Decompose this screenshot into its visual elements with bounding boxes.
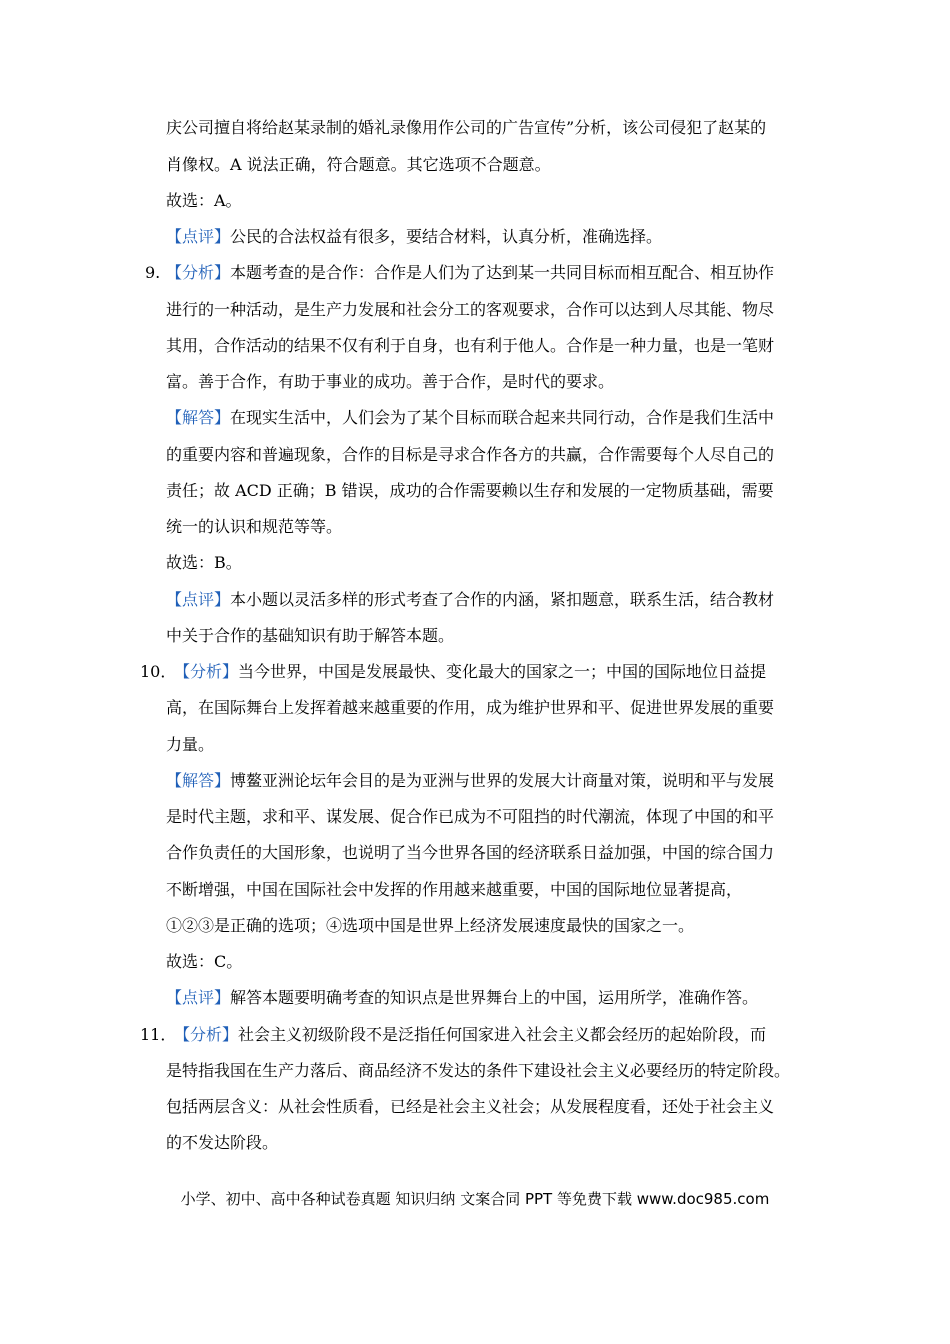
- q9-fenxi-2: 进行的一种活动，是生产力发展和社会分工的客观要求，合作可以达到人尽其能、物尽: [166, 300, 775, 319]
- page-footer: 小学、初中、高中各种试卷真题 知识归纳 文案合同 PPT 等免费下载 www.doc985.com: [180, 1190, 770, 1208]
- dianping-label: 【点评】: [166, 590, 231, 609]
- q11-fenxi-text: 社会主义初级阶段不是泛指任何国家进入社会主义都会经历的起始阶段，而: [238, 1025, 767, 1044]
- q10-jieda-1: [166, 770, 774, 792]
- q10-fenxi-2: 高，在国际舞台上发挥着越来越重要的作用，成为维护世界和平、促进世界发展的重要: [166, 698, 775, 717]
- q8-dianping: [166, 226, 662, 248]
- q10-jieda-4: 不断增强，中国在国际社会中发挥的作用越来越重要，中国的国际地位显著提高，: [166, 880, 743, 899]
- q9-jieda-1: [166, 407, 774, 429]
- q9-fenxi-text: 本题考查的是合作：合作是人们为了达到某一共同目标而相互配合、相互协作: [230, 263, 775, 282]
- q9-jieda-3: 责任；故 ACD 正确；B 错误，成功的合作需要赖以生存和发展的一定物质基础，需要: [166, 481, 774, 500]
- q11-number: 11．: [140, 1025, 177, 1044]
- q10-dianping: [166, 987, 758, 1009]
- q9-number: 9.: [145, 263, 161, 282]
- q9-dianping-text: 本小题以灵活多样的形式考查了合作的内涵，紧扣题意，联系生活，结合教材: [230, 590, 775, 609]
- q8-answer: 故选：A。: [166, 191, 242, 210]
- q9-answer: 故选：B。: [166, 553, 242, 572]
- q10-number: 10．: [140, 662, 177, 681]
- q11-fenxi-2: 是特指我国在生产力落后、商品经济不发达的条件下建设社会主义必要经历的特定阶段。: [166, 1061, 791, 1080]
- q10-jieda-3: 合作负责任的大国形象，也说明了当今世界各国的经济联系日益加强，中国的综合国力: [166, 843, 775, 862]
- jieda-label: 【解答】: [166, 408, 231, 427]
- q9-jieda-2: 的重要内容和普遍现象，合作的目标是寻求合作各方的共赢，合作需要每个人尽自己的: [166, 445, 775, 464]
- q8-line-2: 肖像权。A 说法正确，符合题意。其它选项不合题意。: [166, 155, 551, 174]
- dianping-label: 【点评】: [166, 988, 231, 1007]
- q10-fenxi-3: 力量。: [166, 735, 215, 754]
- q9-fenxi-1: [166, 262, 774, 284]
- q11-fenxi-4: 的不发达阶段。: [166, 1133, 279, 1152]
- q9-dianping-2: 中关于合作的基础知识有助于解答本题。: [166, 626, 455, 645]
- q9-jieda-text: 在现实生活中，人们会为了某个目标而联合起来共同行动，合作是我们生活中: [230, 408, 775, 427]
- fenxi-label: 【分析】: [166, 263, 231, 282]
- q9-fenxi-3: 其用，合作活动的结果不仅有利于自身，也有利于他人。合作是一种力量，也是一笔财: [166, 336, 775, 355]
- q10-dianping-text: 解答本题要明确考查的知识点是世界舞台上的中国，运用所学，准确作答。: [230, 988, 759, 1007]
- q8-line-1: 庆公司擅自将给赵某录制的婚礼录像用作公司的广告宣传”分析，该公司侵犯了赵某的: [166, 118, 767, 137]
- q10-jieda-5: ①②③是正确的选项；④选项中国是世界上经济发展速度最快的国家之一。: [166, 916, 695, 935]
- q11-fenxi-1: [174, 1024, 766, 1046]
- fenxi-label: 【分析】: [174, 1025, 239, 1044]
- q10-fenxi-text: 当今世界，中国是发展最快、变化最大的国家之一；中国的国际地位日益提: [238, 662, 767, 681]
- q10-answer: 故选：C。: [166, 952, 243, 971]
- q10-fenxi-1: [174, 661, 766, 683]
- jieda-label: 【解答】: [166, 771, 231, 790]
- q9-fenxi-4: 富。善于合作，有助于事业的成功。善于合作，是时代的要求。: [166, 372, 615, 391]
- q9-dianping-1: [166, 589, 774, 611]
- q9-jieda-4: 统一的认识和规范等等。: [166, 517, 343, 536]
- q10-jieda-2: 是时代主题，求和平、谋发展、促合作已成为不可阻挡的时代潮流，体现了中国的和平: [166, 807, 775, 826]
- q11-fenxi-3: 包括两层含义：从社会性质看，已经是社会主义社会；从发展程度看，还处于社会主义: [166, 1097, 775, 1116]
- q10-jieda-text: 博鳌亚洲论坛年会目的是为亚洲与世界的发展大计商量对策，说明和平与发展: [230, 771, 775, 790]
- dianping-label: 【点评】: [166, 227, 231, 246]
- fenxi-label: 【分析】: [174, 662, 239, 681]
- q8-dianping-text: 公民的合法权益有很多，要结合材料，认真分析，准确选择。: [230, 227, 663, 246]
